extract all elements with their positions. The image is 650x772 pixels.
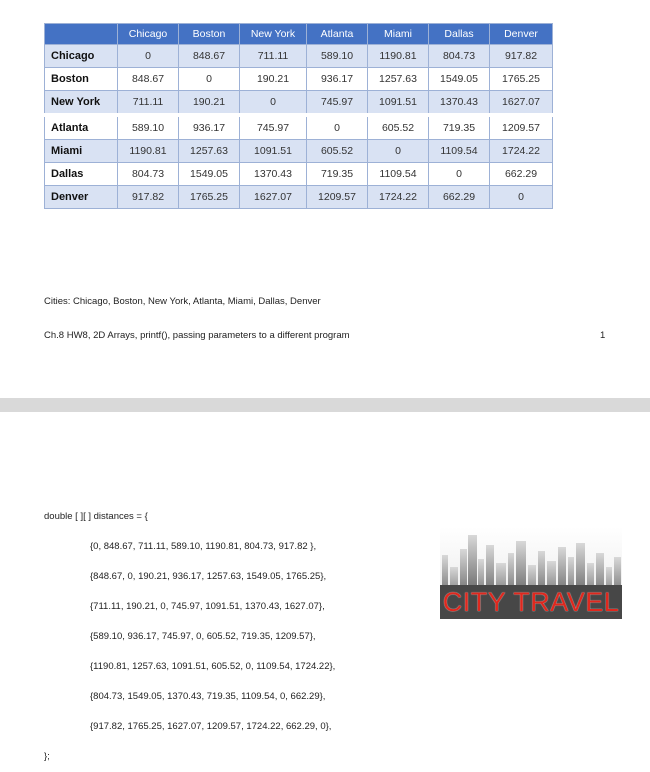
table-cell: 917.82	[490, 45, 553, 68]
column-header: Atlanta	[307, 24, 368, 45]
table-cell: 848.67	[118, 68, 179, 91]
table-cell: 0	[490, 186, 553, 209]
table-header-row	[45, 24, 553, 45]
table-cell: 804.73	[118, 163, 179, 186]
page-footer: Ch.8 HW8, 2D Arrays, printf(), passing parameters to a different program	[44, 330, 350, 341]
table-row	[45, 186, 553, 209]
code-closing-line: };	[44, 751, 50, 762]
column-header: Boston	[179, 24, 240, 45]
city-travel-logo	[440, 527, 622, 619]
table-row	[45, 140, 553, 163]
table-cell: 711.11	[118, 91, 179, 116]
row-header: Atlanta	[45, 115, 118, 140]
table-cell: 804.73	[429, 45, 490, 68]
table-cell: 1190.81	[118, 140, 179, 163]
city-travel-logo-text: CITY TRAVEL	[442, 587, 620, 617]
table-cell: 1724.22	[368, 186, 429, 209]
table-cell: 936.17	[307, 68, 368, 91]
code-row-line: {917.82, 1765.25, 1627.07, 1209.57, 1724.22, 662.29, 0},	[90, 721, 332, 732]
table-cell: 605.52	[368, 115, 429, 140]
table-cell: 1549.05	[429, 68, 490, 91]
table-cell: 1627.07	[490, 91, 553, 116]
cities-line: Cities: Chicago, Boston, New York, Atlanta, Miami, Dallas, Denver	[44, 296, 321, 307]
table-cell: 1257.63	[368, 68, 429, 91]
table-cell: 662.29	[490, 163, 553, 186]
row-header: Miami	[45, 140, 118, 163]
table-cell: 1190.81	[368, 45, 429, 68]
code-row-line: {848.67, 0, 190.21, 936.17, 1257.63, 1549.05, 1765.25},	[90, 571, 327, 582]
code-row-line: {1190.81, 1257.63, 1091.51, 605.52, 0, 1109.54, 1724.22},	[90, 661, 336, 672]
row-header: New York	[45, 91, 118, 116]
table-cell: 1091.51	[240, 140, 307, 163]
table-cell: 190.21	[240, 68, 307, 91]
table-cell: 711.11	[240, 45, 307, 68]
table-cell: 589.10	[118, 115, 179, 140]
row-header: Chicago	[45, 45, 118, 68]
table-row	[45, 163, 553, 186]
table-cell: 719.35	[307, 163, 368, 186]
table-cell: 1257.63	[179, 140, 240, 163]
page-number: 1	[600, 330, 606, 341]
table-row	[45, 45, 553, 68]
code-row-line: {589.10, 936.17, 745.97, 0, 605.52, 719.35, 1209.57},	[90, 631, 316, 642]
table-cell: 605.52	[307, 140, 368, 163]
table-cell: 1091.51	[368, 91, 429, 116]
table-cell: 589.10	[307, 45, 368, 68]
page-separator	[0, 398, 650, 412]
table-cell: 0	[118, 45, 179, 68]
table-cell: 1627.07	[240, 186, 307, 209]
table-cell: 936.17	[179, 115, 240, 140]
table-cell: 1109.54	[429, 140, 490, 163]
table-cell: 0	[429, 163, 490, 186]
table-cell: 745.97	[240, 115, 307, 140]
table-cell: 1724.22	[490, 140, 553, 163]
table-cell: 1209.57	[490, 115, 553, 140]
table-cell: 1370.43	[429, 91, 490, 116]
table-row	[45, 91, 553, 116]
column-header: New York	[240, 24, 307, 45]
table-cell: 1109.54	[368, 163, 429, 186]
document-page-2	[0, 412, 650, 762]
table-cell: 1549.05	[179, 163, 240, 186]
table-cell: 0	[240, 91, 307, 116]
corner-header-cell	[45, 24, 118, 45]
table-cell: 1370.43	[240, 163, 307, 186]
table-row	[45, 68, 553, 91]
table-cell: 917.82	[118, 186, 179, 209]
table-cell: 1765.25	[490, 68, 553, 91]
table-cell: 719.35	[429, 115, 490, 140]
row-header: Denver	[45, 186, 118, 209]
table-cell: 190.21	[179, 91, 240, 116]
table-row	[45, 115, 553, 140]
code-declaration-line: double [ ][ ] distances = {	[44, 511, 148, 522]
column-header: Denver	[490, 24, 553, 45]
table-cell: 662.29	[429, 186, 490, 209]
table-cell: 0	[368, 140, 429, 163]
table-cell: 1209.57	[307, 186, 368, 209]
table-cell: 848.67	[179, 45, 240, 68]
column-header: Dallas	[429, 24, 490, 45]
row-header: Boston	[45, 68, 118, 91]
code-row-line: {0, 848.67, 711.11, 589.10, 1190.81, 804.73, 917.82 },	[90, 541, 317, 552]
table-cell: 745.97	[307, 91, 368, 116]
table-cell: 0	[307, 115, 368, 140]
array-declaration-code	[44, 502, 335, 772]
column-header: Chicago	[118, 24, 179, 45]
row-header: Dallas	[45, 163, 118, 186]
table-cell: 0	[179, 68, 240, 91]
code-row-line: {711.11, 190.21, 0, 745.97, 1091.51, 1370.43, 1627.07},	[90, 601, 325, 612]
distance-table	[44, 23, 553, 209]
code-row-line: {804.73, 1549.05, 1370.43, 719.35, 1109.54, 0, 662.29},	[90, 691, 326, 702]
column-header: Miami	[368, 24, 429, 45]
table-cell: 1765.25	[179, 186, 240, 209]
